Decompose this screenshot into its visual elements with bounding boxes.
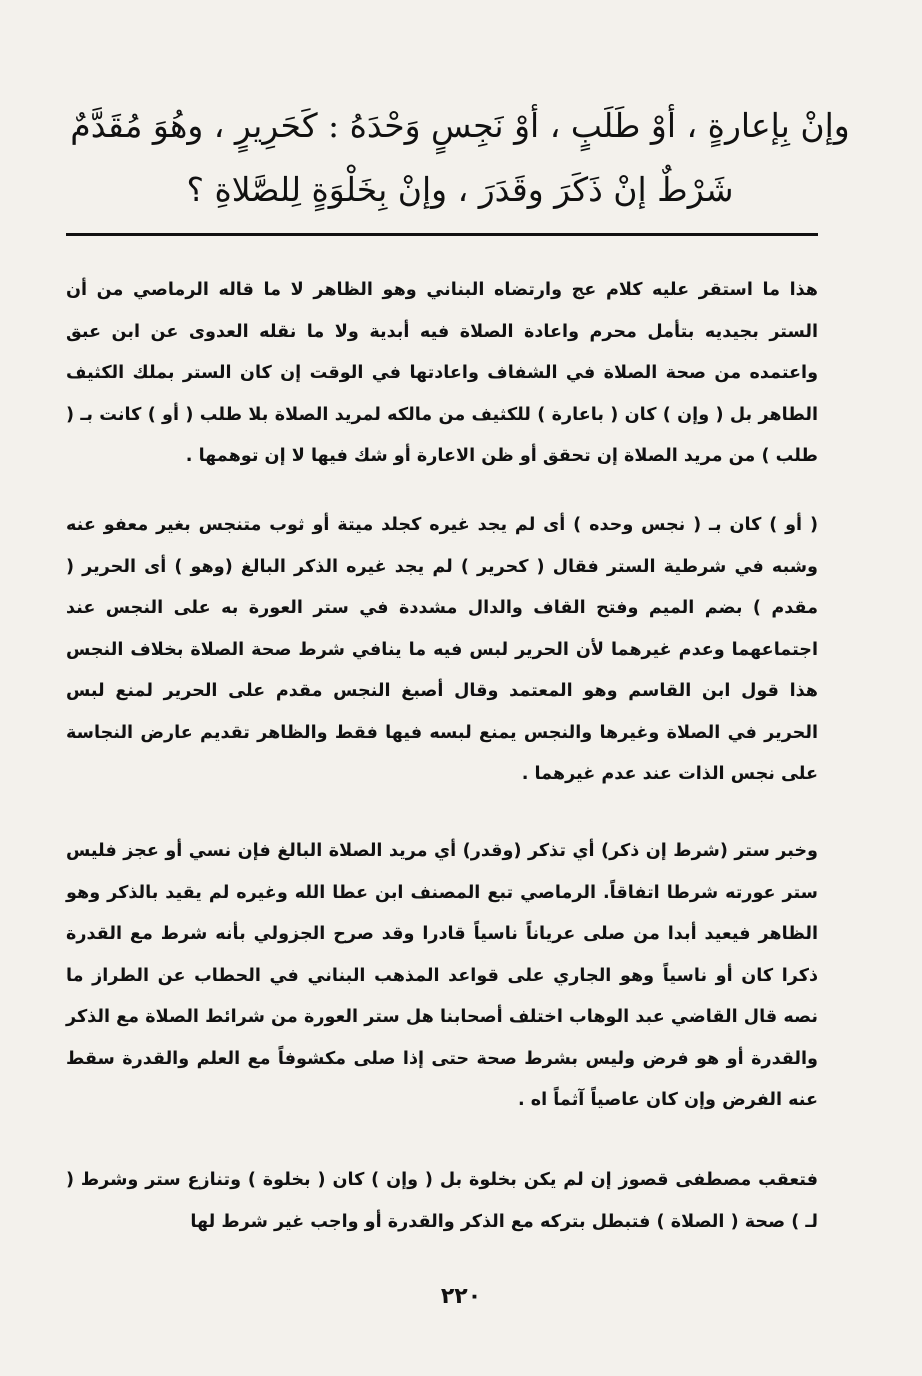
commentary-paragraph-3: وخبر ستر (شرط إن ذكر) أي تذكر (وقدر) أي مريد الصلاة البالغ فإن نسي أو عجز فليس ستر عورته شرطا اتفاقاً. الرماصي تبع المصنف ابن عطا الله وغيره لم يقيد بالذكر وهو الظاهر فيعيد أبدا من صلى عرياناً ناسياً قادرا وقد صرح الجزولي بأنه شرط مع القدرة ذكرا كان أو ناسياً وهو الجاري على قواعد المذهب البناني في الحطاب عن الطراز ما نصه قال القاضي عبد الوهاب اختلف أصحابنا هل ستر العورة من شرائط الصلاة مع الذكر والقدرة أو هو فرض وليس بشرط صحة حتى إذا صلى مكشوفاً مع العلم والقدرة سقط عنه الفرض وإن كان عاصياً آثماً اه . bbox=[66, 841, 818, 1110]
commentary-paragraph-2: ( أو ) كان بـ ( نجس وحده ) أى لم يجد غيره كجلد ميتة أو ثوب متنجس بغير معفو عنه وشبه في شرطية الستر فقال ( كحرير ) لم يجد غيره الذكر البالغ (وهو ) أى الحرير ( مقدم ) بضم الميم وفتح القاف والدال مشددة في ستر العورة به على النجس عند اجتماعهما وعدم غيرهما لأن الحرير لبس فيه ما ينافي شرط صحة الصلاة بخلاف النجس هذا قول ابن القاسم وهو المعتمد وقال أصبغ النجس مقدم على الحرير لمنع لبس الحرير في الصلاة وغيرها والنجس يمنع لبسه فيها فقط والظاهر تقديم عارض النجاسة على نجس الذات عند عدم غيرهما . bbox=[66, 515, 818, 784]
matn-line-1: وإنْ بِإعارةٍ ، أوْ طَلَبٍ ، أوْ نَجِسٍ وَحْدَهُ : كَحَرِيرٍ ، وهُوَ مُقَدَّمٌ bbox=[70, 106, 850, 145]
commentary-paragraph-1: هذا ما استقر عليه كلام عج وارتضاه البناني وهو الظاهر لا ما قاله الرماصي من أن الستر بجيديه بتأمل محرم واعادة الصلاة فيه أبدية ولا ما نقله العدوى عن ابن عبق واعتمده من صحة الصلاة في الشفاف واعادتها في الوقت إن كان الستر بملك الكثيف الطاهر بل ( وإن ) كان ( باعارة ) للكثيف من مالكه لمريد الصلاة بلا طلب ( أو ) كانت بـ ( طلب ) من مريد الصلاة إن تحقق أو ظن الاعارة أو شك فيها لا إن توهمها . bbox=[66, 280, 818, 466]
commentary-paragraph-4: فتعقب مصطفى قصوز إن لم يكن بخلوة بل ( وإن ) كان ( بخلوة ) وتنازع ستر وشرط ( لـ ) صحة ( الصلاة ) فتبطل بتركه مع الذكر والقدرة أو واجب غير شرط لها bbox=[66, 1170, 818, 1232]
matn-line-2: شَرْطٌ إنْ ذَكَرَ وقَدَرَ ، وإنْ بِخَلْوَةٍ لِلصَّلاةِ ؟ bbox=[186, 170, 734, 209]
separator-rule bbox=[66, 233, 818, 236]
page-number: ٢٢٠ bbox=[440, 1284, 482, 1309]
